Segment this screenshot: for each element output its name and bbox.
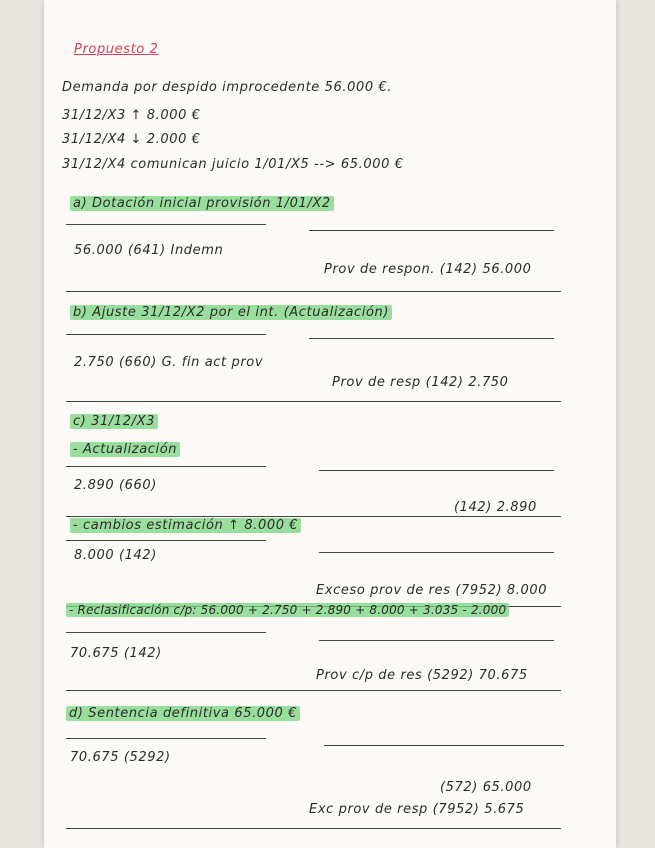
intro-line-2: 31/12/X3 ↑ 8.000 € bbox=[62, 108, 201, 123]
section-d-heading: d) Sentencia definitiva 65.000 € bbox=[66, 706, 300, 721]
section-a-heading: a) Dotación inicial provisión 1/01/X2 bbox=[70, 196, 334, 211]
section-c-sub2: - cambios estimación ↑ 8.000 € bbox=[70, 518, 301, 533]
divider bbox=[66, 828, 561, 829]
document-title: Propuesto 2 bbox=[74, 42, 159, 57]
section-b-heading: b) Ajuste 31/12/X2 por el int. (Actualización) bbox=[70, 305, 392, 320]
section-c-sub3-credit: Prov c/p de res (5292) 70.675 bbox=[316, 668, 528, 683]
intro-line-4: 31/12/X4 comunican juicio 1/01/X5 --> 65.000 € bbox=[62, 157, 404, 172]
section-c-sub1-debit: 2.890 (660) bbox=[74, 478, 157, 493]
divider bbox=[66, 516, 561, 517]
divider bbox=[324, 745, 564, 746]
section-c-heading: c) 31/12/X3 bbox=[70, 414, 158, 429]
section-b-credit: Prov de resp (142) 2.750 bbox=[332, 375, 509, 390]
section-d-debit: 70.675 (5292) bbox=[70, 750, 171, 765]
section-a-debit: 56.000 (641) Indemn bbox=[74, 243, 224, 258]
divider bbox=[319, 640, 554, 641]
divider bbox=[66, 690, 561, 691]
divider bbox=[66, 540, 266, 541]
divider bbox=[66, 466, 266, 467]
divider bbox=[66, 224, 266, 225]
divider bbox=[309, 230, 554, 231]
notebook-page bbox=[44, 0, 616, 848]
section-a-credit: Prov de respon. (142) 56.000 bbox=[324, 262, 532, 277]
intro-line-3: 31/12/X4 ↓ 2.000 € bbox=[62, 132, 201, 147]
section-c-sub1-credit: (142) 2.890 bbox=[454, 500, 537, 515]
section-c-sub2-credit: Exceso prov de res (7952) 8.000 bbox=[316, 583, 548, 598]
section-c-sub3: - Reclasificación c/p: 56.000 + 2.750 + 2.890 + 8.000 + 3.035 - 2.000 bbox=[66, 603, 509, 617]
divider bbox=[66, 291, 561, 292]
divider bbox=[66, 334, 266, 335]
section-c-sub2-debit: 8.000 (142) bbox=[74, 548, 157, 563]
divider bbox=[309, 338, 554, 339]
section-c-sub1: - Actualización bbox=[70, 442, 180, 457]
section-b-debit: 2.750 (660) G. fin act prov bbox=[74, 355, 264, 370]
section-d-credit-1: (572) 65.000 bbox=[440, 780, 532, 795]
divider bbox=[319, 470, 554, 471]
divider bbox=[319, 552, 554, 553]
intro-line-1: Demanda por despido improcedente 56.000 €. bbox=[62, 80, 393, 95]
section-c-sub3-debit: 70.675 (142) bbox=[70, 646, 162, 661]
section-d-credit-2: Exc prov de resp (7952) 5.675 bbox=[309, 802, 525, 817]
divider bbox=[66, 401, 561, 402]
divider bbox=[66, 738, 266, 739]
divider bbox=[66, 632, 266, 633]
